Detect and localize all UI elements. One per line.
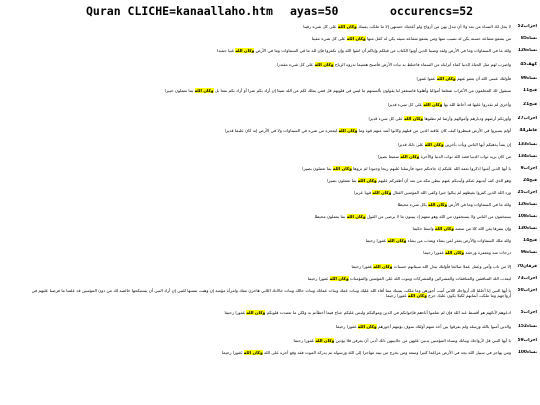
verse-row: [0, 128, 540, 133]
verse-text-before: فأولئك عسى الله أن يعفو عنهم: [455, 76, 511, 81]
verse-text: [28, 190, 537, 195]
verse-reference: فاطر44: [519, 128, 537, 133]
verse-text-before: ليعذب الله المنافقين والمنافقات والمشركين والمشركات ويتوب الله على المؤمنين والمؤمنات: [348, 276, 511, 281]
verse-text-after: قويا عزيزا: [353, 190, 373, 195]
verse-text-after: بما يعملون محيطا: [314, 214, 347, 219]
verse-text: [28, 24, 537, 29]
highlighted-phrase: وكان الله: [357, 178, 377, 183]
highlighted-phrase: وكان الله: [373, 264, 393, 269]
highlighted-phrase: وكان الله: [436, 76, 456, 81]
verse-row: [0, 202, 540, 207]
verse-text: [28, 48, 537, 53]
verse-reference: نساء85: [520, 36, 537, 41]
verse-text: [28, 288, 537, 298]
verse-text: [28, 178, 537, 183]
verse-row: [0, 142, 540, 147]
verse-text: [28, 226, 537, 231]
verse-text: [28, 76, 537, 81]
verse-row: [0, 250, 540, 255]
highlighted-phrase: وكان الله: [315, 338, 335, 343]
verse-text-after: غفورا رحيما: [221, 350, 244, 355]
verse-reference: نساء126: [517, 202, 537, 207]
verse-row: [0, 48, 540, 53]
verse-text-before: لا يحل لك النساء من بعد ولا أن تبدل بهن من أزواج ولو أعجبك حسنهن إلا ما ملكت يمينك: [356, 24, 511, 29]
verse-row: [0, 88, 540, 93]
verse-reference: أحزاب5: [520, 310, 537, 315]
verse-reference: أحزاب27: [517, 116, 537, 121]
verse-row: [0, 214, 540, 219]
verse-text-after: بما تعملون بصيرا: [302, 166, 333, 171]
file-title: Quran CLICHE=kanaallaho.htm: [86, 4, 273, 18]
verse-text-after: بما تعملون بصيرا: [327, 178, 358, 183]
verse-text-after: على ذلك قديرا: [397, 142, 425, 147]
verse-reference: فتح24: [523, 178, 537, 183]
verse-text-after: غفورا رحيما: [386, 293, 408, 299]
highlighted-phrase: وكان الله: [372, 190, 392, 195]
highlighted-phrase: وكان الله: [407, 293, 427, 299]
verse-reference: نساء126: [517, 48, 537, 53]
verse-row: [0, 338, 540, 343]
highlighted-phrase: وكان الله: [332, 166, 352, 171]
verse-text: [28, 202, 537, 207]
verse-text: [28, 62, 537, 67]
verse-text: [28, 338, 537, 343]
verse-text: [28, 154, 537, 159]
verse-reference: أحزاب52: [517, 24, 537, 29]
verse-text-before: ومن يهاجر في سبيل الله يجد في الأرض مراغما كثيرا وسعة ومن يخرج من بيته مهاجرا إلى الله ورسوله ثم يدركه الموت فقد وقع أجره على الله: [262, 350, 511, 355]
verse-reference: فتح11: [523, 88, 537, 93]
verse-text-before: وهو الذي كف أيديهم عنكم وأيديكم عنهم ببطن مكة من بعد أن أظفركم عليهم: [376, 178, 511, 183]
verse-text: [28, 250, 537, 255]
verse-reference: فتح14: [523, 238, 537, 243]
verse-text-after: على كل شيء قديرا: [368, 116, 405, 121]
verse-row: [0, 166, 540, 171]
verse-row: [0, 62, 540, 67]
verse-row: [0, 36, 540, 41]
verse-text: [28, 116, 537, 121]
verse-row: [0, 238, 540, 243]
verse-text-before: سيقول لك المخلفون من الأعراب شغلتنا أموالنا وأهلونا فاستغفر لنا يقولون بألسنتهم ما ليس في قلوبهم قل فمن يملك لكم من الله شيئا إن أراد بكم ضرا أو أراد بكم نفعا بل: [213, 88, 511, 93]
verse-text-after: غفورا رحيما: [224, 310, 247, 315]
highlighted-phrase: وكان الله: [337, 24, 357, 29]
verse-row: [0, 310, 540, 315]
verse-reference: فرقان70: [516, 264, 537, 269]
verse-text: [28, 88, 537, 93]
verse-row: [0, 226, 540, 231]
verse-row: [0, 76, 540, 81]
verse-row: [0, 154, 540, 159]
verse-text-before: إن يشأ يذهبكم أيها الناس ويأت بآخرين: [443, 142, 511, 147]
verse-reference: نساء96: [520, 250, 537, 255]
verse-text-before: يا أيها الذين آمنوا اذكروا نعمة الله عليكم إذ جاءتكم جنود فأرسلنا عليهم ريحا وجنودا لم تروها: [351, 166, 511, 171]
highlighted-phrase: وكان الله: [387, 238, 407, 243]
highlighted-phrase: وكان الله: [346, 36, 366, 41]
verse-text-after: على كل شيء قديرا: [387, 102, 424, 107]
verse-text-after: غفورا رحيما: [423, 250, 446, 255]
verse-reference: فتح21: [523, 102, 537, 107]
highlighted-phrase: وكان الله: [400, 154, 420, 159]
verse-text-after: عفوا غفورا: [416, 76, 437, 81]
verse-reference: أحزاب59: [517, 338, 537, 343]
highlighted-phrase: وكان الله: [246, 310, 266, 315]
verse-text-before: درجات منه ومغفرة ورحمة: [464, 250, 511, 255]
verse-reference: نساء152: [517, 324, 537, 329]
verse-reference: نساء108: [517, 214, 537, 219]
verse-reference: نساء100: [517, 350, 537, 355]
verse-text-after: بكل شيء محيطا: [397, 202, 429, 207]
highlighted-phrase: وكان الله: [194, 88, 214, 93]
verse-text-after: على كل شيء رقيبا: [303, 24, 338, 29]
verse-text-after: غفورا رحيما: [365, 238, 388, 243]
highlighted-phrase: وكان الله: [314, 62, 334, 67]
verse-text: [28, 128, 537, 133]
verse-text-before: ولله ملك السماوات والأرض يغفر لمن يشاء ويعذب من يشاء: [406, 238, 511, 243]
verse-text-before: واضرب لهم مثل الحياة الدنيا كماء أنزلناه من السماء فاختلط به نبات الأرض فأصبح هشيما تذروه الرياح: [333, 62, 511, 67]
verse-text-before: والذين آمنوا بالله ورسله ولم يفرقوا بين أحد منهم أولئك سوف يؤتيهم أجورهم: [376, 324, 511, 329]
verse-reference: نساء134: [517, 154, 537, 159]
highlighted-phrase: وكان الله: [235, 48, 255, 53]
verse-reference: أحزاب73: [517, 276, 537, 281]
verse-text-after: غفورا رحيما: [307, 276, 330, 281]
highlighted-phrase: وكان الله: [423, 102, 443, 107]
page-header: [0, 0, 540, 24]
verse-reference: نساء133: [517, 142, 537, 147]
verse-text: [28, 310, 537, 315]
highlighted-phrase: وكان الله: [424, 142, 444, 147]
highlighted-phrase: وكان الله: [338, 128, 358, 133]
verse-text: [28, 324, 537, 329]
highlighted-phrase: وكان الله: [357, 324, 377, 329]
verse-reference: نساء130: [517, 226, 537, 231]
verse-text: [28, 36, 537, 41]
verse-text: [28, 214, 537, 219]
verse-text-before: إلا من تاب وآمن وعمل عملا صالحا فأولئك يبدل الله سيئاتهم حسنات: [392, 264, 511, 269]
verse-row: [0, 264, 540, 269]
highlighted-phrase: وكان الله: [434, 226, 454, 231]
verse-text: [28, 350, 537, 355]
verse-row: [0, 324, 540, 329]
verse-text-before: يستخفون من الناس ولا يستخفون من الله وهو معهم إذ يبيتون ما لا يرضى من القول: [365, 214, 511, 219]
verse-text-after: بما تعملون خبيرا: [164, 88, 195, 93]
highlighted-phrase: وكان الله: [445, 250, 465, 255]
verse-list: [0, 24, 540, 405]
verse-text-before: وأخرى لم تقدروا عليها قد أحاط الله بها: [442, 102, 511, 107]
verse-text-after: على كل شيء مقتدرا: [276, 62, 315, 67]
verse-text-before: من كان يريد ثواب الدنيا فعند الله ثواب الدنيا والآخرة: [419, 154, 511, 159]
verse-reference: كهف45: [520, 62, 537, 67]
verse-text: [28, 102, 537, 107]
verse-row: [0, 24, 540, 29]
verse-text-after: غفورا رحيما: [335, 324, 358, 329]
verse-reference: أحزاب25: [517, 190, 537, 195]
verse-row: [0, 350, 540, 355]
highlighted-phrase: وكان الله: [346, 214, 366, 219]
verse-text: [28, 142, 537, 147]
verse-text-after: غفورا رحيما: [293, 338, 316, 343]
verse-text-before: يا أيها النبي إنا أحللنا لك أزواجك اللاتي آتيت أجورهن وما ملكت يمينك مما أفاء الله عليك وبنات عمك وبنات عماتك وبنات خالك وبنات خالاتك اللاتي هاجرن معك وامرأة مؤمنة إن وهبت نفسها للنبي إن أراد النبي أن يستنكحها خالصة لك من دون المؤمنين قد علمنا ما فرضنا عليهم في أزواجهم وما ملكت أيمانهم لكيلا يكون عليك حرج: [31, 288, 511, 299]
verse-text-before: وأورثكم أرضهم وديارهم وأموالهم وأرضا لم تطئوها: [423, 116, 511, 121]
verse-row: [0, 288, 540, 298]
verse-text-before: يا أيها النبي قل لأزواجك وبناتك ونساء المؤمنين يدنين عليهن من جلابيبهن ذلك أدنى أن يعرفن فلا يؤذين: [334, 338, 511, 343]
verse-text: [28, 276, 537, 281]
verse-row: [0, 190, 540, 195]
verse-reference: أحزاب9: [520, 166, 537, 171]
verse-text-before: ادعوهم لآبائهم هو أقسط عند الله فإن لم تعلموا آباءهم فإخوانكم في الدين ومواليكم وليس عليكم جناح فيما أخطأتم به ولكن ما تعمدت قلوبكم: [265, 310, 511, 315]
highlighted-phrase: وكان الله: [243, 350, 263, 355]
ayas-count: ayas=50: [290, 4, 339, 18]
highlighted-phrase: وكان الله: [428, 202, 448, 207]
occurrences-count: occurencs=52: [390, 4, 474, 18]
verse-text: [28, 264, 537, 269]
verse-text-after: غفورا رحيما: [351, 264, 374, 269]
verse-text-before: ورد الله الذين كفروا بغيظهم لم ينالوا خيرا وكفى الله المؤمنين القتال: [391, 190, 511, 195]
highlighted-phrase: وكان الله: [404, 116, 424, 121]
verse-reference: نساء99: [520, 76, 537, 81]
verse-text-after: سميعا بصيرا: [377, 154, 401, 159]
verse-text: [28, 166, 537, 171]
verse-text-before: أولم يسيروا في الأرض فينظروا كيف كان عاقبة الذين من قبلهم وكانوا أشد منهم قوة وما: [357, 128, 511, 133]
verse-row: [0, 116, 540, 121]
verse-row: [0, 102, 540, 107]
verse-text-after: ليعجزه من شيء في السماوات ولا في الأرض إنه كان عليما قديرا: [224, 128, 339, 133]
verse-text-before: وإن يتفرقا يغن الله كلا من سعته: [453, 226, 511, 231]
verse-text-after: غنيا حميدا: [217, 48, 236, 53]
verse-text: [28, 238, 537, 243]
verse-row: [0, 178, 540, 183]
verse-text-before: من يشفع شفاعة حسنة يكن له نصيب منها ومن يشفع شفاعة سيئة يكن له كفل منها: [365, 36, 511, 41]
highlighted-phrase: وكان الله: [329, 276, 349, 281]
verse-reference: أحزاب50: [517, 288, 537, 293]
verse-text-before: ولله ما في السماوات وما في الأرض ولقد وصينا الذين أوتوا الكتاب من قبلكم وإياكم أن اتقوا الله وإن تكفروا فإن لله ما في السماوات وما في الأرض: [254, 48, 511, 53]
verse-text-after: واسعا حكيما: [412, 226, 435, 231]
verse-text-before: ولله ما في السماوات وما في الأرض: [447, 202, 511, 207]
verse-text-after: على كل شيء مقيتا: [311, 36, 347, 41]
verse-row: [0, 276, 540, 281]
